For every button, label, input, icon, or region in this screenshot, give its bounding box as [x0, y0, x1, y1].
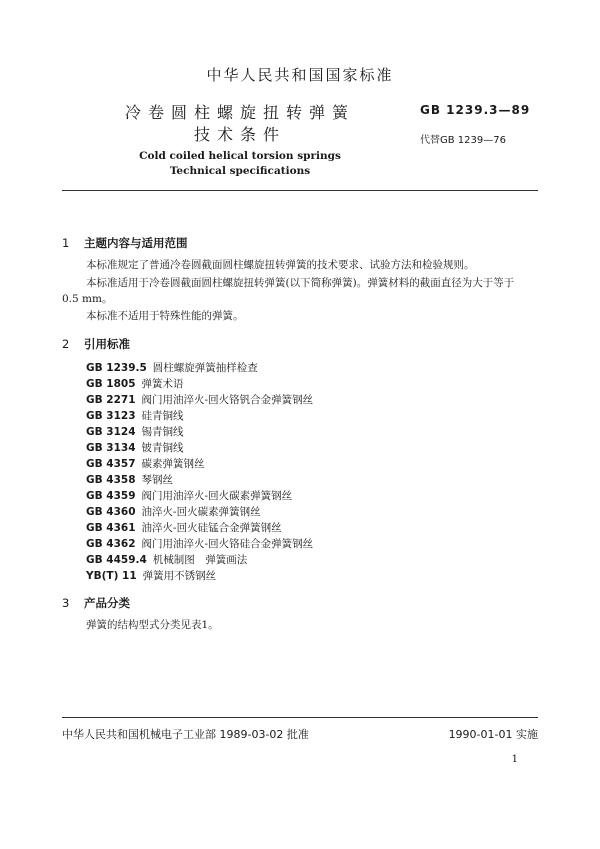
reference-code: YB(T) 11: [86, 570, 137, 582]
reference-name: 碳素弹簧钢丝: [141, 458, 205, 470]
reference-item: [86, 408, 184, 423]
section-3-title: 产品分类: [84, 596, 130, 610]
section-1-para-1: 本标准规定了普通冷卷圆截面圆柱螺旋扭转弹簧的技术要求、试验方法和检验规则。: [86, 259, 475, 271]
reference-name: 弹簧用不锈钢丝: [142, 570, 217, 582]
document-title-line2: 技术条件: [193, 125, 286, 144]
reference-item: [86, 472, 173, 487]
reference-name: 铍青铜线: [141, 442, 184, 454]
reference-code: GB 4359: [86, 490, 136, 502]
reference-name: 油淬火-回火硅锰合金弹簧钢丝: [141, 522, 282, 534]
section-3-heading: [62, 595, 130, 611]
reference-item: [86, 488, 292, 503]
reference-name: 圆柱螺旋弹簧抽样检查: [152, 362, 258, 374]
footer-divider: [62, 717, 538, 718]
reference-item: [86, 392, 313, 407]
header-divider: [62, 190, 538, 191]
reference-item: [86, 504, 261, 519]
reference-name: 阀门用油淬火-回火碳素弹簧钢丝: [141, 490, 293, 502]
page-number: 1: [511, 754, 518, 765]
document-title-line1: 冷卷圆柱螺旋扭转弹簧: [124, 103, 355, 122]
reference-name: 硅青铜线: [141, 410, 184, 422]
reference-code: GB 1239.5: [86, 362, 147, 374]
effective-date: 1990-01-01 实施: [448, 728, 538, 741]
reference-name: 琴钢丝: [141, 474, 174, 486]
section-1-number: 1: [62, 236, 70, 250]
reference-code: GB 3124: [86, 426, 136, 438]
english-title-line2: Technical specifications: [169, 165, 311, 177]
section-1-para-2-line1: 本标准适用于冷卷圆截面圆柱螺旋扭转弹簧(以下简称弹簧)。弹簧材料的截面直径为大于等于: [86, 277, 515, 289]
reference-item: [86, 424, 184, 439]
section-1-title: 主题内容与适用范围: [84, 236, 188, 250]
reference-code: GB 1805: [86, 378, 136, 390]
reference-item: [86, 568, 216, 583]
reference-code: GB 3134: [86, 442, 136, 454]
reference-item: [86, 376, 184, 391]
reference-item: [86, 536, 313, 551]
approval-line: 中华人民共和国机械电子工业部 1989-03-02 批准: [62, 728, 309, 741]
reference-code: GB 4357: [86, 458, 136, 470]
reference-name: 油淬火-回火碳素弹簧钢丝: [141, 506, 261, 518]
reference-name: 弹簧术语: [141, 378, 184, 390]
reference-name: 机械制图 弹簧画法: [152, 554, 248, 566]
section-1-para-3: 本标准不适用于特殊性能的弹簧。: [86, 310, 244, 322]
reference-code: GB 4358: [86, 474, 136, 486]
reference-name: 锡青铜线: [141, 426, 184, 438]
reference-code: GB 4362: [86, 538, 136, 550]
reference-item: [86, 520, 282, 535]
reference-item: [86, 552, 247, 567]
reference-code: GB 4361: [86, 522, 136, 534]
replaces-standard: 代替GB 1239—76: [420, 135, 506, 146]
reference-name: 阀门用油淬火-回火铬钒合金弹簧钢丝: [141, 394, 314, 406]
reference-code: GB 4459.4: [86, 554, 147, 566]
reference-code: GB 4360: [86, 506, 136, 518]
section-2-heading: [62, 336, 130, 352]
section-3-para-1: 弹簧的结构型式分类见表1。: [86, 619, 219, 631]
reference-item: [86, 440, 184, 455]
section-1-para-2-line2: 0.5 mm。: [62, 293, 113, 305]
reference-name: 阀门用油淬火-回火铬硅合金弹簧钢丝: [141, 538, 314, 550]
reference-item: [86, 456, 205, 471]
national-standard-heading: 中华人民共和国国家标准: [206, 66, 394, 84]
standard-number: GB 1239.3—89: [420, 103, 531, 117]
section-2-number: 2: [62, 337, 70, 351]
reference-item: [86, 360, 258, 375]
reference-code: GB 2271: [86, 394, 136, 406]
english-title-line1: Cold coiled helical torsion springs: [139, 150, 341, 162]
section-1-heading: [62, 235, 188, 251]
section-2-title: 引用标准: [84, 337, 130, 351]
section-3-number: 3: [62, 596, 70, 610]
reference-code: GB 3123: [86, 410, 136, 422]
